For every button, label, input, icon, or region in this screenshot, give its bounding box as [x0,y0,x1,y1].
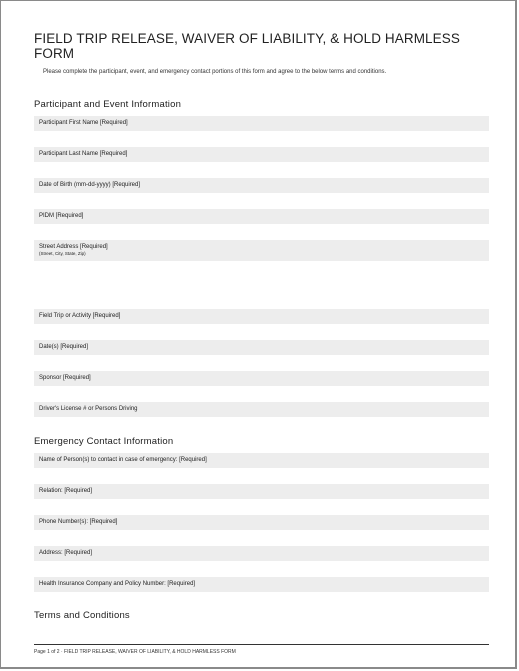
dates-field[interactable] [34,340,489,355]
field-label: Participant Last Name [Required] [39,151,128,157]
pidm-field[interactable] [34,209,489,224]
relation-field[interactable] [34,484,489,499]
form-title: FIELD TRIP RELEASE, WAIVER OF LIABILITY, & HOLD HARMLESS FORM [34,31,460,61]
field-label: PIDM [Required] [39,213,84,219]
field-label: Date(s) [Required] [39,344,89,350]
field-label: Relation: [Required] [39,488,93,494]
sponsor-field[interactable] [34,371,489,386]
address-field[interactable] [34,546,489,561]
field-label: Phone Number(s): [Required] [39,519,118,525]
footer-divider [34,644,489,645]
field-label: Sponsor [Required] [39,375,91,381]
section-heading-emergency: Emergency Contact Information [34,436,174,447]
field-label: Participant First Name [Required] [39,120,128,126]
section-heading-participant: Participant and Event Information [34,99,182,110]
street-address-field[interactable] [34,240,489,306]
date-of-birth-field[interactable] [34,178,489,193]
page-footer: Page 1 of 2 · FIELD TRIP RELEASE, WAIVER OF LIABILITY, & HOLD HARMLESS FORM [34,649,236,655]
field-trip-activity-field[interactable] [34,309,489,324]
participant-last-name-field[interactable] [34,147,489,162]
phone-numbers-field[interactable] [34,515,489,530]
emergency-contact-name-field[interactable] [34,453,489,468]
form-instructions: Please complete the participant, event, and emergency contact portions of this form and agree to the below terms and conditions. [43,69,387,75]
participant-first-name-field[interactable] [34,116,489,131]
field-label: Address: [Required] [39,550,93,556]
field-label: Health Insurance Company and Policy Number: [Required] [39,581,196,587]
field-label: Name of Person(s) to contact in case of emergency: [Required] [39,457,207,463]
field-label: Driver's License # or Persons Driving [39,406,138,412]
field-label: Date of Birth (mm-dd-yyyy) [Required] [39,182,141,188]
field-sublabel: (Street, City, State, Zip) [39,251,86,256]
drivers-license-field[interactable] [34,402,489,417]
health-insurance-field[interactable] [34,577,489,592]
field-label: Field Trip or Activity [Required] [39,313,121,319]
field-label: Street Address [Required] [39,244,108,250]
section-heading-terms: Terms and Conditions [34,610,130,621]
